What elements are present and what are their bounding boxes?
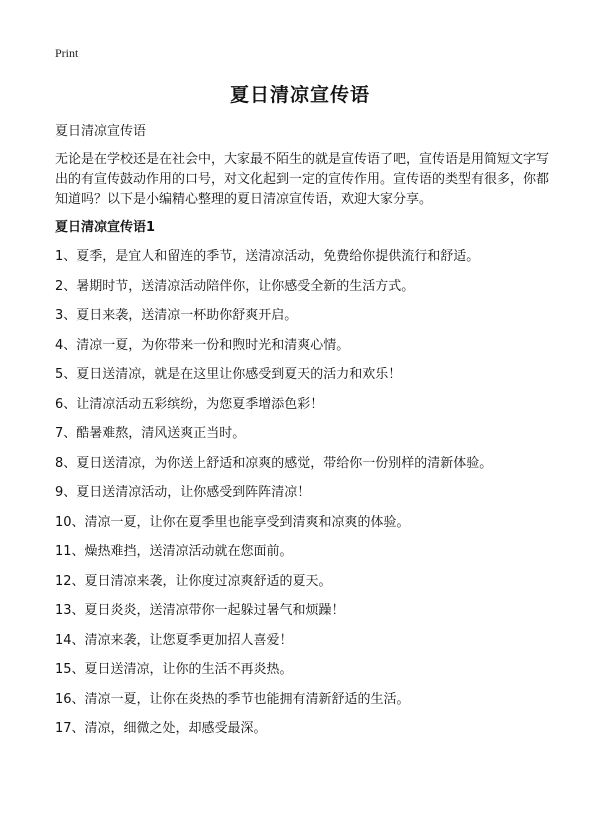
list-item: 7、酷暑难熬，清风送爽正当时。 [55, 426, 246, 441]
list-item: 14、清凉来袭，让您夏季更加招人喜爱！ [55, 632, 293, 648]
list-item: 10、清凉一夏，让你在夏季里也能享受到清爽和凉爽的体验。 [55, 514, 410, 530]
slogan-list [55, 248, 555, 750]
list-item: 12、夏日清凉来袭，让你度过凉爽舒适的夏天。 [55, 573, 332, 589]
list-item: 6、让清凉活动五彩缤纷，为您夏季增添色彩！ [55, 396, 324, 412]
section-heading: 夏日清凉宣传语1 [55, 220, 156, 235]
list-item: 17、清凉，细微之处，却感受最深。 [55, 721, 267, 736]
list-item: 1、夏季，是宜人和留连的季节，送清凉活动，免费给你提供流行和舒适。 [55, 249, 480, 264]
list-item: 3、夏日来袭，送清凉一杯助你舒爽开启。 [55, 308, 298, 323]
list-item: 11、燥热难挡，送清凉活动就在您面前。 [55, 544, 293, 559]
print-link[interactable]: Print [55, 46, 79, 60]
page-title: 夏日清凉宣传语 [229, 84, 370, 106]
list-item: 13、夏日炎炎，送清凉带你一起躲过暑气和烦躁！ [55, 603, 345, 618]
list-item: 9、夏日送清凉活动，让你感受到阵阵清凉！ [55, 485, 311, 500]
list-item: 4、清凉一夏，为你带来一份和煦时光和清爽心情。 [55, 337, 350, 353]
intro-paragraph: 无论是在学校还是在社会中，大家最不陌生的就是宣传语了吧，宣传语是用简短文字写出的有宣传鼓动作用的口号，对文化起到一定的宣传作用。宣传语的类型有很多，你都知道吗？以下是小编精心整理的夏日清凉宣传语，欢迎大家分享。 [55, 152, 550, 207]
list-item: 15、夏日送清凉，让你的生活不再炎热。 [55, 662, 293, 677]
article-subtitle: 夏日清凉宣传语 [55, 124, 147, 139]
list-item: 2、暑期时节，送清凉活动陪伴你，让你感受全新的生活方式。 [55, 278, 415, 294]
list-item: 5、夏日送清凉，就是在这里让你感受到夏天的活力和欢乐！ [55, 367, 402, 382]
list-item: 16、清凉一夏，让你在炎热的季节也能拥有清新舒适的生活。 [55, 691, 410, 707]
list-item: 8、夏日送清凉，为你送上舒适和凉爽的感觉，带给你一份别样的清新体验。 [55, 455, 493, 471]
